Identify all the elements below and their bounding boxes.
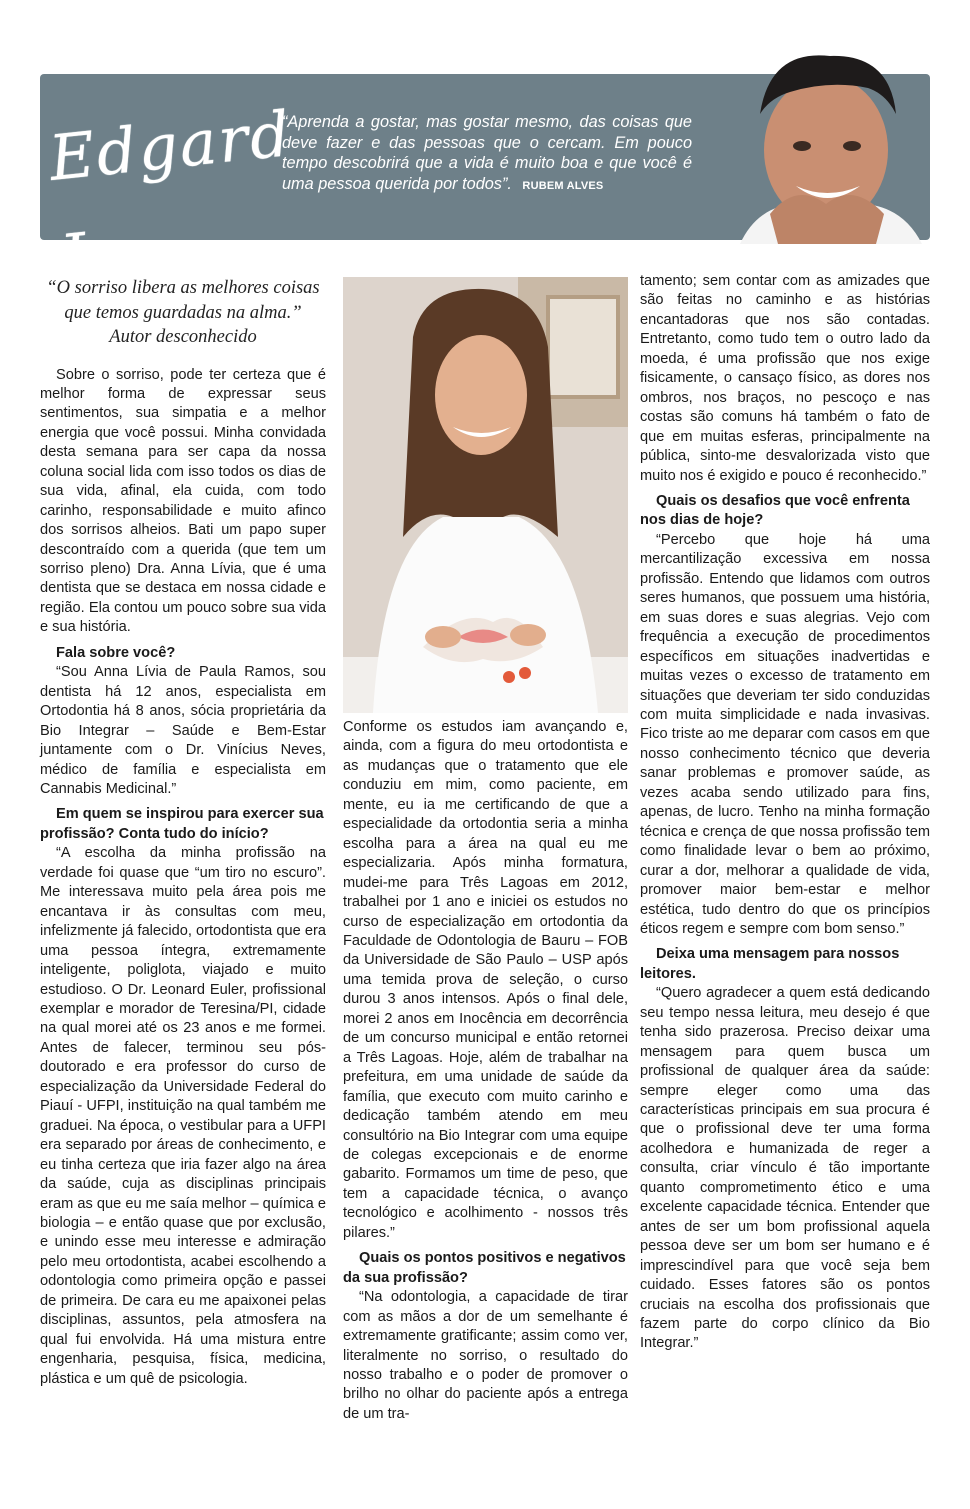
answer-4-paragraph: “Percebo que hoje há uma mercantilização excessiva em nossa profissão. Entendo que lidamos com outros seres humanos, que possuem uma história, em suas dores e suas alegrias. Vejo com frequência a execução de procedimentos específicos em situações inadvertidas e muitas vezes o excesso de tratamento em situações que deveriam ter sido conduzidas com muita simplicidade e nada invasivas. Fico triste ao me deparar com casos em que nosso conhecimento técnico que deveria sanar problemas e promover saúde, as vezes acaba sendo utilizado para fins, apenas, de lucro. Tenho na minha formação técnica e crença de que nossa profissão tem como finalidade levar o bem ao próximo, curar a dor, melhorar a qualidade de vida, promover maior bem-estar e melhor estética, tudo dentro do que os princípios éticos regem e sempre com bom senso.” <box>640 531 930 937</box>
question-3-heading: Quais os pontos positivos e negativos da sua profissão? <box>343 1250 626 1286</box>
answer-2-continuation: Conforme os estudos iam avançando e, ainda, com a figura do meu ortodontista e as mudanças que o tratamento que ele conduziu em mim, como paciente, em mente, eu ia me certificando de que a especialidade da ortodontia seria a minha escolha para a área na qual eu me especializaria. Após minha formatura, mudei-me para Três Lagoas em 2012, trabalhei por 1 ano e iniciei os estudos no curso de especialização em ortodontia da Faculdade de Odontologia de Bauru – FOB da Universidade de São Paulo – USP após uma temida prova de seleção, o curso durou 3 anos intensos. Após o final dele, morei 2 anos em Inocência em decorrência de um concurso municipal e então retornei a Três Lagoas. Hoje, além de trabalhar na prefeitura, em uma unidade de saúde da família, que executo com muito carinho e dedicação também atendo em meu consultório na Bio Integrar com uma equipe de colegas excepcionais e de enorme gabarito. Formamos um time de peso, que tem a capacidade técnica, o avanço tecnológico e acolhimento - nossos três pilares.” <box>343 719 628 1241</box>
pull-quote: “O sorriso libera as melhores coisas que temos guardadas na alma.” Autor desconhecido <box>46 278 320 347</box>
answer-3-paragraph: “Na odontologia, a capacidade de tirar com as mãos a dor de um semelhante é extremamente gratificante; assim como ver, literalmente no sorriso, o resultado do nosso trabalho e o poder de promover o brilho no olhar do paciente após a entrega de um tra- <box>343 1289 628 1422</box>
question-1-heading: Fala sobre você? <box>56 644 176 661</box>
answer-3-continuation: tamento; sem contar com as amizades que são feitas no caminho e as histórias encantadoras que nos são contadas. Entretanto, como tudo tem o outro lado da moeda, é uma profissão que nos exige fisicamente, o cansaço físico, as dores nos ombros, nos braços, no pescoço e nas costas são comuns há também o fato de que em muitas esferas, principalmente na pública, sinto-me desvalorizada visto que muito nos é exigido e pouco é reconhecido.” <box>640 273 930 484</box>
signature-text: Edgard Jr. <box>45 96 296 295</box>
columnist-signature <box>44 83 305 295</box>
question-4-heading: Quais os desafios que você enfrenta nos dias de hoje? <box>640 492 910 529</box>
answer-1-paragraph: “Sou Anna Lívia de Paula Ramos, sou dentista há 12 anos, especialista em Ortodontia há 8 anos, sócia proprietária da Bio Integrar – Saúde e Bem-Estar juntamente com o Dr. Vinícius Neves, médico de família e especialista em Cannabis Medicinal.” <box>40 664 326 798</box>
columnist-portrait <box>700 54 940 244</box>
dentist-photo <box>343 277 628 713</box>
header-quote <box>282 112 692 196</box>
question-5-heading: Deixa uma mensagem para nossos leitores. <box>640 946 900 982</box>
answer-2-paragraph: “A escolha da minha profissão na verdade foi quase que “um tiro no escuro”. Me interessava muito pela área pois me encantava ir às consultas com meu, infelizmente já falecido, ortodontista que era uma pessoa íntegra, extremamente inteligente, poliglota, viajado e muito estudioso. O Dr. Leonard Euler, profissional exemplar e morador de Teresina/PI, cidade na qual morei até os 23 anos e me formei. Antes de falecer, terminou seu pós-doutorado e era professor do curso de especialização da Universidade Federal do Piauí - UFPI, instituição na qual também me graduei. Na época, o vestibular para a UFPI era separado por áreas de conhecimento, e eu tinha certeza que iria fazer algo na área da saúde, cuja as disciplinas principais eram as que eu me saía melhor – química e biologia – e então quase que por exclusão, e unindo esse meu interesse e admiração pelo meu ortodontista, acabei escolhendo a odontologia como primeira opção e passei de primeira. De cara eu me apaixonei pelas disciplinas, assuntos, pela atmosfera na qual fui envolvida. Há uma mistura entre engenharia, pesquisa, física, medicina, plástica e um quê de psicologia. <box>40 845 326 1387</box>
intro-paragraph: Sobre o sorriso, pode ter certeza que é melhor forma de expressar seus sentimentos, sua simpatia e a melhor energia que você possui. Minha convidada desta semana para ser capa da nossa coluna social lida com isso todos os dias de sua vida, afinal, ela cuida, com todo carinho, responsabilidade e muito afinco dos sorrisos alheios. Bati um papo super descontraído com a querida (que tem um sorriso pleno) Dra. Anna Lívia, que é uma dentista que se destaca em nossa cidade e região. Ela contou um pouco sobre sua vida e sua história. <box>40 366 326 636</box>
header-quote-author: RUBEM ALVES <box>522 179 604 192</box>
header-quote-text: “Aprenda a gostar, mas gostar mesmo, das coisas que deve fazer e das pessoas que o cercam. Em pouco tempo descobrirá que a vida é muito boa e que você é uma pessoa querida por todos”. <box>282 113 692 193</box>
article-column-3 <box>640 272 930 1354</box>
answer-5-paragraph: “Quero agradecer a quem está dedicando seu tempo nessa leitura, meu desejo é que tenha sido prazerosa. Preciso deixar uma mensagem para quem busca um profissional de qualquer área da saúde: sempre eleger como uma das características principais em sua procura é que o profissional deve ter uma forma acolhedora e humanizada de reger a consulta, criar vínculo é tão importante quanto comprometimento ético e uma excelente capacidade técnica. Entender que antes de ser um bom profissional aquela pessoa deve ser um bom ser humano e é imprescindível para que você seja bem cuidado. Esses fatores são os pontos cruciais na escolha dos profissionais que fazem parte do corpo clínico da Bio Integrar.” <box>640 985 930 1352</box>
column-header-banner <box>40 74 930 295</box>
article-column-2 <box>343 718 628 1424</box>
question-2-heading: Em quem se inspirou para exercer sua profissão? Conta tudo do início? <box>40 806 324 842</box>
article-column-1 <box>40 272 326 1389</box>
